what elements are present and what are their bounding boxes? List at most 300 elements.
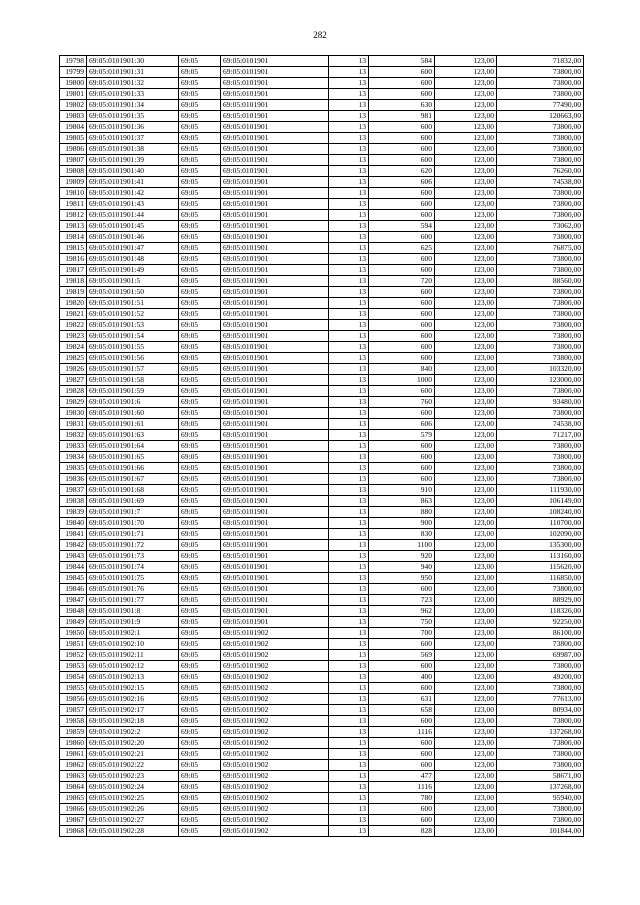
group-cell: 13 — [329, 210, 369, 221]
table-row — [60, 463, 584, 474]
cadastral-block-cell: 69:05:0101901 — [221, 144, 329, 155]
row-number-cell: 19807 — [60, 155, 87, 166]
group-cell: 13 — [329, 463, 369, 474]
district-code-cell: 69:05 — [179, 155, 221, 166]
row-number-cell: 19816 — [60, 254, 87, 265]
cadastral-number-cell: 69:05:0101901:33 — [87, 89, 179, 100]
cadastral-block-cell: 69:05:0101902 — [221, 738, 329, 749]
area-cell: 700 — [369, 628, 435, 639]
row-number-cell: 19837 — [60, 485, 87, 496]
area-cell: 600 — [369, 639, 435, 650]
row-number-cell: 19834 — [60, 452, 87, 463]
table-row — [60, 232, 584, 243]
unit-value-cell: 123,00 — [435, 144, 497, 155]
area-cell: 600 — [369, 463, 435, 474]
group-cell: 13 — [329, 309, 369, 320]
unit-value-cell: 123,00 — [435, 100, 497, 111]
table-row — [60, 166, 584, 177]
area-cell: 900 — [369, 518, 435, 529]
cadastral-block-cell: 69:05:0101901 — [221, 133, 329, 144]
district-code-cell: 69:05 — [179, 694, 221, 705]
cadastral-value-cell: 73800,00 — [497, 188, 584, 199]
unit-value-cell: 123,00 — [435, 518, 497, 529]
row-number-cell: 19868 — [60, 826, 87, 837]
unit-value-cell: 123,00 — [435, 771, 497, 782]
row-number-cell: 19802 — [60, 100, 87, 111]
table-row — [60, 771, 584, 782]
area-cell: 840 — [369, 364, 435, 375]
cadastral-number-cell: 69:05:0101901:44 — [87, 210, 179, 221]
district-code-cell: 69:05 — [179, 364, 221, 375]
table-row — [60, 309, 584, 320]
cadastral-number-cell: 69:05:0101901:71 — [87, 529, 179, 540]
cadastral-value-cell: 73800,00 — [497, 749, 584, 760]
group-cell: 13 — [329, 661, 369, 672]
cadastral-value-cell: 73800,00 — [497, 441, 584, 452]
cadastral-value-cell: 73800,00 — [497, 133, 584, 144]
district-code-cell: 69:05 — [179, 529, 221, 540]
cadastral-value-cell: 73800,00 — [497, 232, 584, 243]
row-number-cell: 19799 — [60, 67, 87, 78]
area-cell: 1100 — [369, 540, 435, 551]
unit-value-cell: 123,00 — [435, 177, 497, 188]
unit-value-cell: 123,00 — [435, 386, 497, 397]
table-row — [60, 100, 584, 111]
cadastral-number-cell: 69:05:0101901:56 — [87, 353, 179, 364]
cadastral-block-cell: 69:05:0101902 — [221, 639, 329, 650]
cadastral-number-cell: 69:05:0101901:74 — [87, 562, 179, 573]
district-code-cell: 69:05 — [179, 188, 221, 199]
district-code-cell: 69:05 — [179, 485, 221, 496]
district-code-cell: 69:05 — [179, 650, 221, 661]
group-cell: 13 — [329, 507, 369, 518]
area-cell: 600 — [369, 815, 435, 826]
cadastral-value-cell: 113160,00 — [497, 551, 584, 562]
district-code-cell: 69:05 — [179, 595, 221, 606]
cadastral-block-cell: 69:05:0101901 — [221, 89, 329, 100]
district-code-cell: 69:05 — [179, 254, 221, 265]
area-cell: 910 — [369, 485, 435, 496]
cadastral-block-cell: 69:05:0101901 — [221, 353, 329, 364]
cadastral-number-cell: 69:05:0101901:34 — [87, 100, 179, 111]
group-cell: 13 — [329, 782, 369, 793]
area-cell: 400 — [369, 672, 435, 683]
cadastral-block-cell: 69:05:0101901 — [221, 199, 329, 210]
district-code-cell: 69:05 — [179, 452, 221, 463]
cadastral-number-cell: 69:05:0101901:47 — [87, 243, 179, 254]
group-cell: 13 — [329, 452, 369, 463]
district-code-cell: 69:05 — [179, 617, 221, 628]
row-number-cell: 19836 — [60, 474, 87, 485]
cadastral-number-cell: 69:05:0101902:2 — [87, 727, 179, 738]
table-row — [60, 760, 584, 771]
area-cell: 600 — [369, 804, 435, 815]
table-row — [60, 265, 584, 276]
cadastral-value-cell: 73800,00 — [497, 254, 584, 265]
cadastral-number-cell: 69:05:0101901:8 — [87, 606, 179, 617]
group-cell: 13 — [329, 155, 369, 166]
district-code-cell: 69:05 — [179, 199, 221, 210]
cadastral-number-cell: 69:05:0101902:27 — [87, 815, 179, 826]
cadastral-number-cell: 69:05:0101901:57 — [87, 364, 179, 375]
cadastral-number-cell: 69:05:0101901:48 — [87, 254, 179, 265]
table-row — [60, 793, 584, 804]
cadastral-value-cell: 76875,00 — [497, 243, 584, 254]
unit-value-cell: 123,00 — [435, 595, 497, 606]
table-row — [60, 529, 584, 540]
district-code-cell: 69:05 — [179, 540, 221, 551]
cadastral-block-cell: 69:05:0101901 — [221, 573, 329, 584]
table-row — [60, 320, 584, 331]
district-code-cell: 69:05 — [179, 133, 221, 144]
row-number-cell: 19867 — [60, 815, 87, 826]
row-number-cell: 19848 — [60, 606, 87, 617]
row-number-cell: 19828 — [60, 386, 87, 397]
cadastral-number-cell: 69:05:0101901:50 — [87, 287, 179, 298]
area-cell: 950 — [369, 573, 435, 584]
row-number-cell: 19852 — [60, 650, 87, 661]
unit-value-cell: 123,00 — [435, 804, 497, 815]
table-row — [60, 716, 584, 727]
cadastral-value-cell: 73800,00 — [497, 815, 584, 826]
district-code-cell: 69:05 — [179, 584, 221, 595]
cadastral-block-cell: 69:05:0101902 — [221, 683, 329, 694]
area-cell: 920 — [369, 551, 435, 562]
cadastral-number-cell: 69:05:0101901:9 — [87, 617, 179, 628]
area-cell: 600 — [369, 342, 435, 353]
area-cell: 780 — [369, 793, 435, 804]
district-code-cell: 69:05 — [179, 518, 221, 529]
table-row — [60, 243, 584, 254]
cadastral-value-cell: 137268,00 — [497, 782, 584, 793]
cadastral-block-cell: 69:05:0101901 — [221, 232, 329, 243]
area-cell: 600 — [369, 716, 435, 727]
cadastral-value-cell: 73800,00 — [497, 89, 584, 100]
table-row — [60, 551, 584, 562]
cadastral-number-cell: 69:05:0101901:35 — [87, 111, 179, 122]
unit-value-cell: 123,00 — [435, 342, 497, 353]
group-cell: 13 — [329, 804, 369, 815]
row-number-cell: 19804 — [60, 122, 87, 133]
table-row — [60, 628, 584, 639]
unit-value-cell: 123,00 — [435, 397, 497, 408]
group-cell: 13 — [329, 650, 369, 661]
cadastral-value-cell: 76260,00 — [497, 166, 584, 177]
cadastral-number-cell: 69:05:0101901:51 — [87, 298, 179, 309]
group-cell: 13 — [329, 144, 369, 155]
cadastral-block-cell: 69:05:0101901 — [221, 606, 329, 617]
district-code-cell: 69:05 — [179, 793, 221, 804]
cadastral-block-cell: 69:05:0101902 — [221, 749, 329, 760]
cadastral-value-cell: 135300,00 — [497, 540, 584, 551]
row-number-cell: 19805 — [60, 133, 87, 144]
row-number-cell: 19823 — [60, 331, 87, 342]
group-cell: 13 — [329, 375, 369, 386]
table-row — [60, 584, 584, 595]
cadastral-block-cell: 69:05:0101902 — [221, 782, 329, 793]
cadastral-block-cell: 69:05:0101901 — [221, 441, 329, 452]
group-cell: 13 — [329, 188, 369, 199]
cadastral-number-cell: 69:05:0101902:24 — [87, 782, 179, 793]
row-number-cell: 19838 — [60, 496, 87, 507]
group-cell: 13 — [329, 496, 369, 507]
unit-value-cell: 123,00 — [435, 716, 497, 727]
group-cell: 13 — [329, 595, 369, 606]
district-code-cell: 69:05 — [179, 221, 221, 232]
table-row — [60, 815, 584, 826]
cadastral-value-cell: 73800,00 — [497, 683, 584, 694]
cadastral-value-cell: 93480,00 — [497, 397, 584, 408]
cadastral-value-cell: 95940,00 — [497, 793, 584, 804]
unit-value-cell: 123,00 — [435, 430, 497, 441]
district-code-cell: 69:05 — [179, 815, 221, 826]
cadastral-value-cell: 73800,00 — [497, 584, 584, 595]
group-cell: 13 — [329, 474, 369, 485]
cadastral-block-cell: 69:05:0101901 — [221, 287, 329, 298]
unit-value-cell: 123,00 — [435, 540, 497, 551]
area-cell: 579 — [369, 430, 435, 441]
district-code-cell: 69:05 — [179, 89, 221, 100]
area-cell: 600 — [369, 309, 435, 320]
group-cell: 13 — [329, 529, 369, 540]
cadastral-value-cell: 111930,00 — [497, 485, 584, 496]
cadastral-number-cell: 69:05:0101901:7 — [87, 507, 179, 518]
group-cell: 13 — [329, 705, 369, 716]
group-cell: 13 — [329, 551, 369, 562]
table-row — [60, 364, 584, 375]
unit-value-cell: 123,00 — [435, 738, 497, 749]
unit-value-cell: 123,00 — [435, 551, 497, 562]
unit-value-cell: 123,00 — [435, 155, 497, 166]
row-number-cell: 19818 — [60, 276, 87, 287]
cadastral-value-cell: 73800,00 — [497, 67, 584, 78]
unit-value-cell: 123,00 — [435, 463, 497, 474]
cadastral-number-cell: 69:05:0101901:52 — [87, 309, 179, 320]
area-cell: 600 — [369, 683, 435, 694]
row-number-cell: 19835 — [60, 463, 87, 474]
table-row — [60, 738, 584, 749]
group-cell: 13 — [329, 793, 369, 804]
area-cell: 600 — [369, 287, 435, 298]
unit-value-cell: 123,00 — [435, 672, 497, 683]
group-cell: 13 — [329, 540, 369, 551]
cadastral-value-cell: 116850,00 — [497, 573, 584, 584]
area-cell: 880 — [369, 507, 435, 518]
district-code-cell: 69:05 — [179, 463, 221, 474]
cadastral-value-cell: 73800,00 — [497, 144, 584, 155]
row-number-cell: 19806 — [60, 144, 87, 155]
row-number-cell: 19854 — [60, 672, 87, 683]
table-row — [60, 452, 584, 463]
unit-value-cell: 123,00 — [435, 485, 497, 496]
table-row — [60, 672, 584, 683]
unit-value-cell: 123,00 — [435, 650, 497, 661]
unit-value-cell: 123,00 — [435, 56, 497, 67]
cadastral-number-cell: 69:05:0101902:26 — [87, 804, 179, 815]
cadastral-number-cell: 69:05:0101901:42 — [87, 188, 179, 199]
cadastral-value-cell: 73800,00 — [497, 452, 584, 463]
unit-value-cell: 123,00 — [435, 441, 497, 452]
district-code-cell: 69:05 — [179, 397, 221, 408]
row-number-cell: 19861 — [60, 749, 87, 760]
area-cell: 631 — [369, 694, 435, 705]
unit-value-cell: 123,00 — [435, 188, 497, 199]
group-cell: 13 — [329, 727, 369, 738]
district-code-cell: 69:05 — [179, 353, 221, 364]
unit-value-cell: 123,00 — [435, 364, 497, 375]
cadastral-number-cell: 69:05:0101901:68 — [87, 485, 179, 496]
area-cell: 600 — [369, 254, 435, 265]
district-code-cell: 69:05 — [179, 441, 221, 452]
district-code-cell: 69:05 — [179, 320, 221, 331]
table-row — [60, 804, 584, 815]
row-number-cell: 19845 — [60, 573, 87, 584]
cadastral-value-cell: 73800,00 — [497, 309, 584, 320]
unit-value-cell: 123,00 — [435, 749, 497, 760]
cadastral-value-cell: 88560,00 — [497, 276, 584, 287]
area-cell: 600 — [369, 760, 435, 771]
cadastral-block-cell: 69:05:0101901 — [221, 122, 329, 133]
group-cell: 13 — [329, 826, 369, 837]
cadastral-number-cell: 69:05:0101901:49 — [87, 265, 179, 276]
unit-value-cell: 123,00 — [435, 320, 497, 331]
cadastral-value-cell: 73800,00 — [497, 331, 584, 342]
cadastral-value-cell: 73800,00 — [497, 386, 584, 397]
area-cell: 600 — [369, 584, 435, 595]
row-number-cell: 19831 — [60, 419, 87, 430]
area-cell: 600 — [369, 232, 435, 243]
table-row — [60, 177, 584, 188]
cadastral-block-cell: 69:05:0101902 — [221, 793, 329, 804]
district-code-cell: 69:05 — [179, 771, 221, 782]
cadastral-block-cell: 69:05:0101901 — [221, 496, 329, 507]
unit-value-cell: 123,00 — [435, 452, 497, 463]
district-code-cell: 69:05 — [179, 287, 221, 298]
unit-value-cell: 123,00 — [435, 199, 497, 210]
table-row — [60, 496, 584, 507]
cadastral-value-cell: 73800,00 — [497, 408, 584, 419]
unit-value-cell: 123,00 — [435, 727, 497, 738]
unit-value-cell: 123,00 — [435, 661, 497, 672]
table-row — [60, 650, 584, 661]
group-cell: 13 — [329, 78, 369, 89]
cadastral-block-cell: 69:05:0101902 — [221, 771, 329, 782]
row-number-cell: 19856 — [60, 694, 87, 705]
row-number-cell: 19830 — [60, 408, 87, 419]
district-code-cell: 69:05 — [179, 683, 221, 694]
cadastral-block-cell: 69:05:0101901 — [221, 463, 329, 474]
group-cell: 13 — [329, 287, 369, 298]
cadastral-number-cell: 69:05:0101901:32 — [87, 78, 179, 89]
group-cell: 13 — [329, 518, 369, 529]
table-row — [60, 749, 584, 760]
row-number-cell: 19810 — [60, 188, 87, 199]
row-number-cell: 19855 — [60, 683, 87, 694]
table-row — [60, 386, 584, 397]
row-number-cell: 19862 — [60, 760, 87, 771]
row-number-cell: 19798 — [60, 56, 87, 67]
table-row — [60, 122, 584, 133]
cadastral-number-cell: 69:05:0101901:54 — [87, 331, 179, 342]
area-cell: 600 — [369, 298, 435, 309]
unit-value-cell: 123,00 — [435, 331, 497, 342]
district-code-cell: 69:05 — [179, 738, 221, 749]
cadastral-block-cell: 69:05:0101901 — [221, 100, 329, 111]
group-cell: 13 — [329, 716, 369, 727]
cadastral-block-cell: 69:05:0101901 — [221, 309, 329, 320]
table-row — [60, 705, 584, 716]
cadastral-number-cell: 69:05:0101901:46 — [87, 232, 179, 243]
cadastral-block-cell: 69:05:0101901 — [221, 408, 329, 419]
table-row — [60, 419, 584, 430]
table-row — [60, 474, 584, 485]
table-row — [60, 573, 584, 584]
cadastral-block-cell: 69:05:0101901 — [221, 56, 329, 67]
district-code-cell: 69:05 — [179, 232, 221, 243]
cadastral-value-cell: 71832,00 — [497, 56, 584, 67]
row-number-cell: 19829 — [60, 397, 87, 408]
cadastral-value-cell: 73800,00 — [497, 199, 584, 210]
cadastral-block-cell: 69:05:0101901 — [221, 188, 329, 199]
group-cell: 13 — [329, 221, 369, 232]
cadastral-value-cell: 73800,00 — [497, 738, 584, 749]
row-number-cell: 19801 — [60, 89, 87, 100]
cadastral-block-cell: 69:05:0101901 — [221, 518, 329, 529]
area-cell: 962 — [369, 606, 435, 617]
cadastral-value-cell: 73800,00 — [497, 760, 584, 771]
unit-value-cell: 123,00 — [435, 815, 497, 826]
unit-value-cell: 123,00 — [435, 584, 497, 595]
area-cell: 630 — [369, 100, 435, 111]
table-row — [60, 661, 584, 672]
row-number-cell: 19815 — [60, 243, 87, 254]
group-cell: 13 — [329, 298, 369, 309]
cadastral-value-cell: 80934,00 — [497, 705, 584, 716]
table-row — [60, 298, 584, 309]
cadastral-block-cell: 69:05:0101901 — [221, 166, 329, 177]
cadastral-value-cell: 120663,00 — [497, 111, 584, 122]
district-code-cell: 69:05 — [179, 672, 221, 683]
row-number-cell: 19811 — [60, 199, 87, 210]
unit-value-cell: 123,00 — [435, 133, 497, 144]
area-cell: 600 — [369, 749, 435, 760]
cadastral-number-cell: 69:05:0101902:12 — [87, 661, 179, 672]
cadastral-number-cell: 69:05:0101902:22 — [87, 760, 179, 771]
cadastral-number-cell: 69:05:0101901:53 — [87, 320, 179, 331]
unit-value-cell: 123,00 — [435, 221, 497, 232]
row-number-cell: 19850 — [60, 628, 87, 639]
cadastral-value-cell: 73800,00 — [497, 210, 584, 221]
cadastral-block-cell: 69:05:0101901 — [221, 265, 329, 276]
district-code-cell: 69:05 — [179, 342, 221, 353]
group-cell: 13 — [329, 243, 369, 254]
area-cell: 600 — [369, 408, 435, 419]
cadastral-value-cell: 73800,00 — [497, 804, 584, 815]
cadastral-block-cell: 69:05:0101902 — [221, 694, 329, 705]
group-cell: 13 — [329, 364, 369, 375]
table-row — [60, 56, 584, 67]
area-cell: 1000 — [369, 375, 435, 386]
table-row — [60, 595, 584, 606]
area-cell: 600 — [369, 133, 435, 144]
table-row — [60, 408, 584, 419]
cadastral-value-cell: 92250,00 — [497, 617, 584, 628]
district-code-cell: 69:05 — [179, 122, 221, 133]
group-cell: 13 — [329, 232, 369, 243]
table-row — [60, 518, 584, 529]
unit-value-cell: 123,00 — [435, 210, 497, 221]
group-cell: 13 — [329, 749, 369, 760]
